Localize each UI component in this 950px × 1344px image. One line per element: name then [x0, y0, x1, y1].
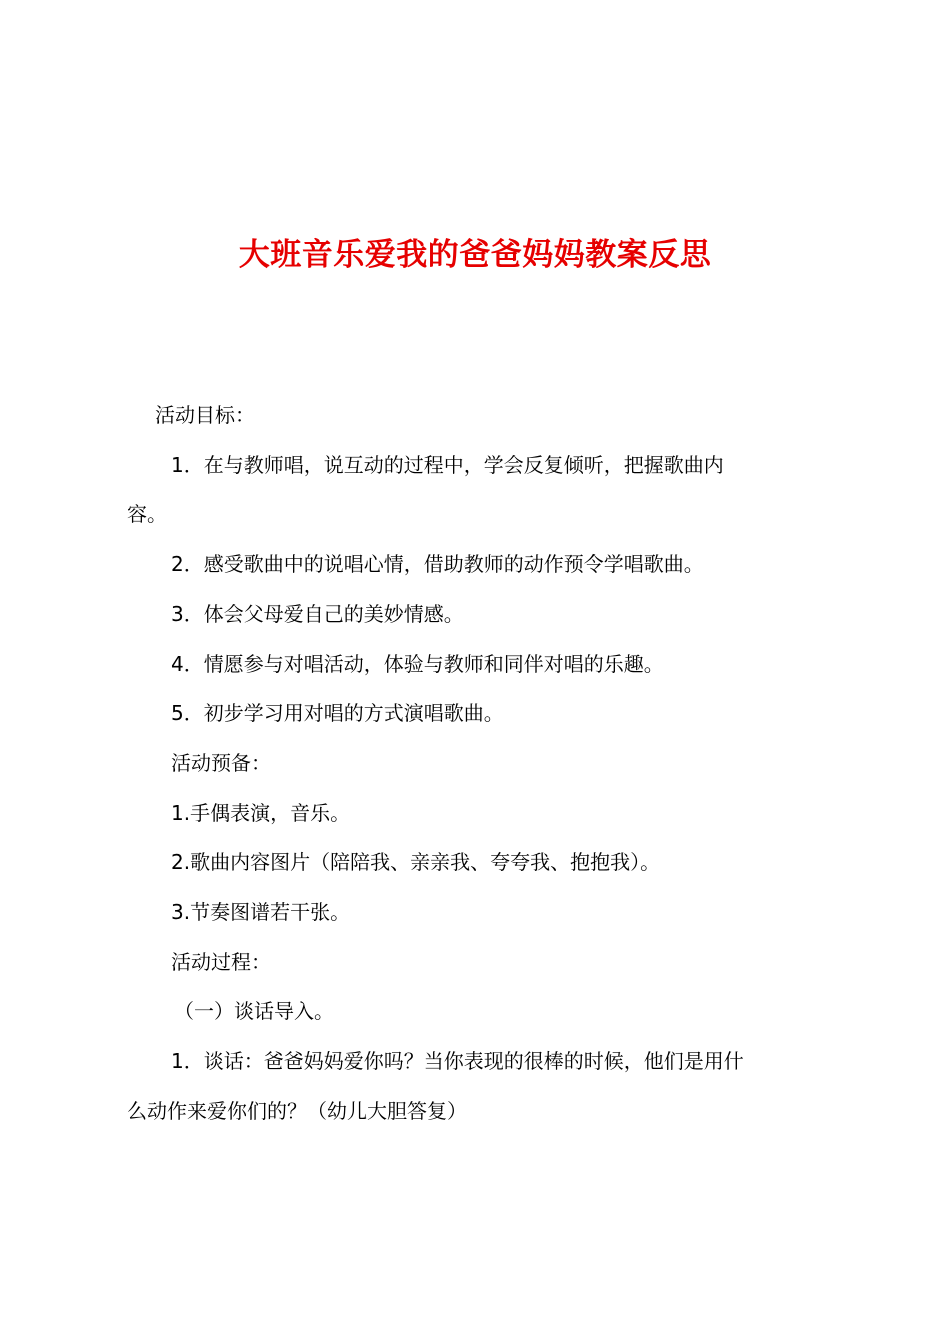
objective-item-3: 3．体会父母爱自己的美妙情感。 [171, 601, 464, 626]
preparation-item-3: 3.节奏图谱若干张。 [171, 900, 351, 925]
objective-item-4: 4．情愿参与对唱活动，体验与教师和同伴对唱的乐趣。 [171, 651, 664, 676]
preparation-item-1: 1.手偶表演，音乐。 [171, 800, 351, 825]
process-step-1-continued: 么动作来爱你们的？（幼儿大胆答复） [127, 1098, 467, 1123]
document-body [127, 391, 835, 1137]
document-title: 大班音乐爱我的爸爸妈妈教案反思 [238, 236, 712, 273]
process-step-heading: （一）谈话导入。 [174, 999, 334, 1024]
section-heading-objectives: 活动目标： [155, 403, 255, 427]
preparation-item-2: 2.歌曲内容图片（陪陪我、亲亲我、夸夸我、抱抱我）。 [171, 850, 661, 875]
objective-item-2: 2．感受歌曲中的说唱心情，借助教师的动作预令学唱歌曲。 [171, 552, 704, 577]
section-heading-preparation: 活动预备： [171, 750, 271, 775]
objective-item-1-continued: 容。 [127, 502, 167, 527]
process-step-1: 1．谈话：爸爸妈妈爱你吗？当你表现的很棒的时候，他们是用什 [171, 1049, 744, 1074]
objective-item-5: 5．初步学习用对唱的方式演唱歌曲。 [171, 701, 504, 726]
section-heading-process: 活动过程： [171, 949, 271, 974]
objective-item-1: 1．在与教师唱，说互动的过程中，学会反复倾听，把握歌曲内 [171, 452, 724, 477]
